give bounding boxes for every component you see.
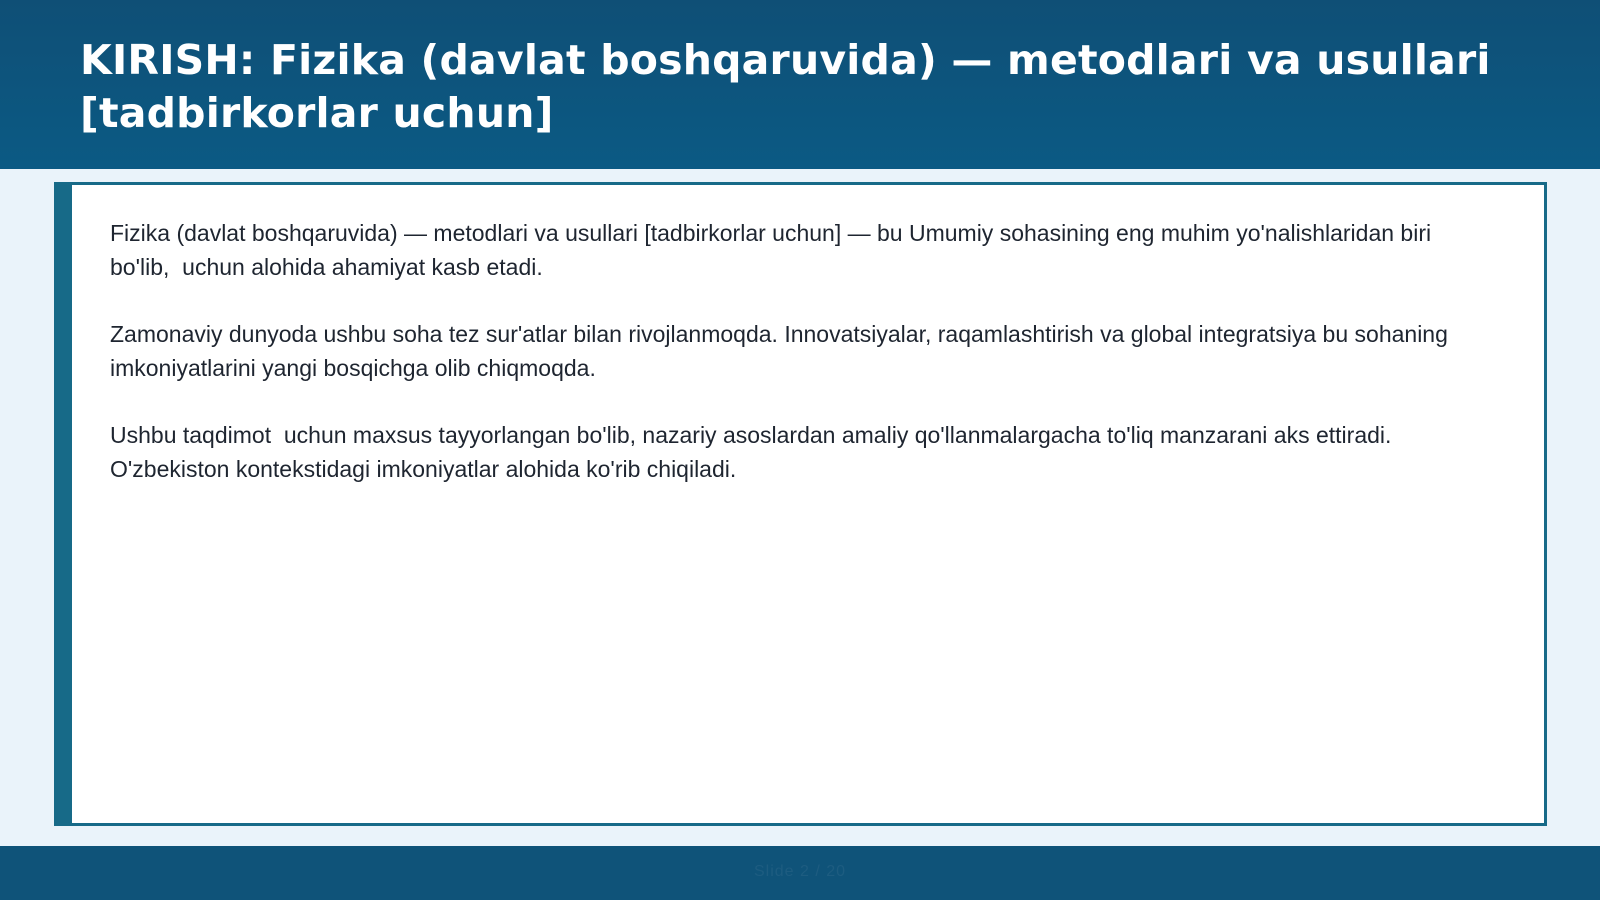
intro-paragraph-2: Zamonaviy dunyoda ushbu soha tez sur'atlar bilan rivojlanmoqda. Innovatsiyalar, raqamlashtirish va global integratsiya bu sohaning imkoniyatlarini yangi bosqichga olib chiqmoqda. (110, 321, 1455, 381)
slide-title: KIRISH: Fizika (davlat boshqaruvida) — metodlari va usullari [tadbirkorlar uchun] (80, 36, 1491, 137)
slide-header (0, 0, 1600, 169)
intro-paragraph-3: Ushbu taqdimot uchun maxsus tayyorlangan bo'lib, nazariy asoslardan amaliy qo'llanmalargacha to'liq manzarani aks ettiradi. O'zbekiston kontekstidagi imkoniyatlar alohida ko'rib chiqiladi. (110, 422, 1398, 482)
content-panel (54, 182, 1547, 826)
slide-footer (0, 846, 1600, 900)
slide-number: Slide 2 / 20 (753, 863, 847, 880)
intro-paragraph-1: Fizika (davlat boshqaruvida) — metodlari va usullari [tadbirkorlar uchun] — bu Umumiy sohasining eng muhim yo'nalishlaridan biri bo'lib, uchun alohida ahamiyat kasb etadi. (110, 220, 1438, 280)
